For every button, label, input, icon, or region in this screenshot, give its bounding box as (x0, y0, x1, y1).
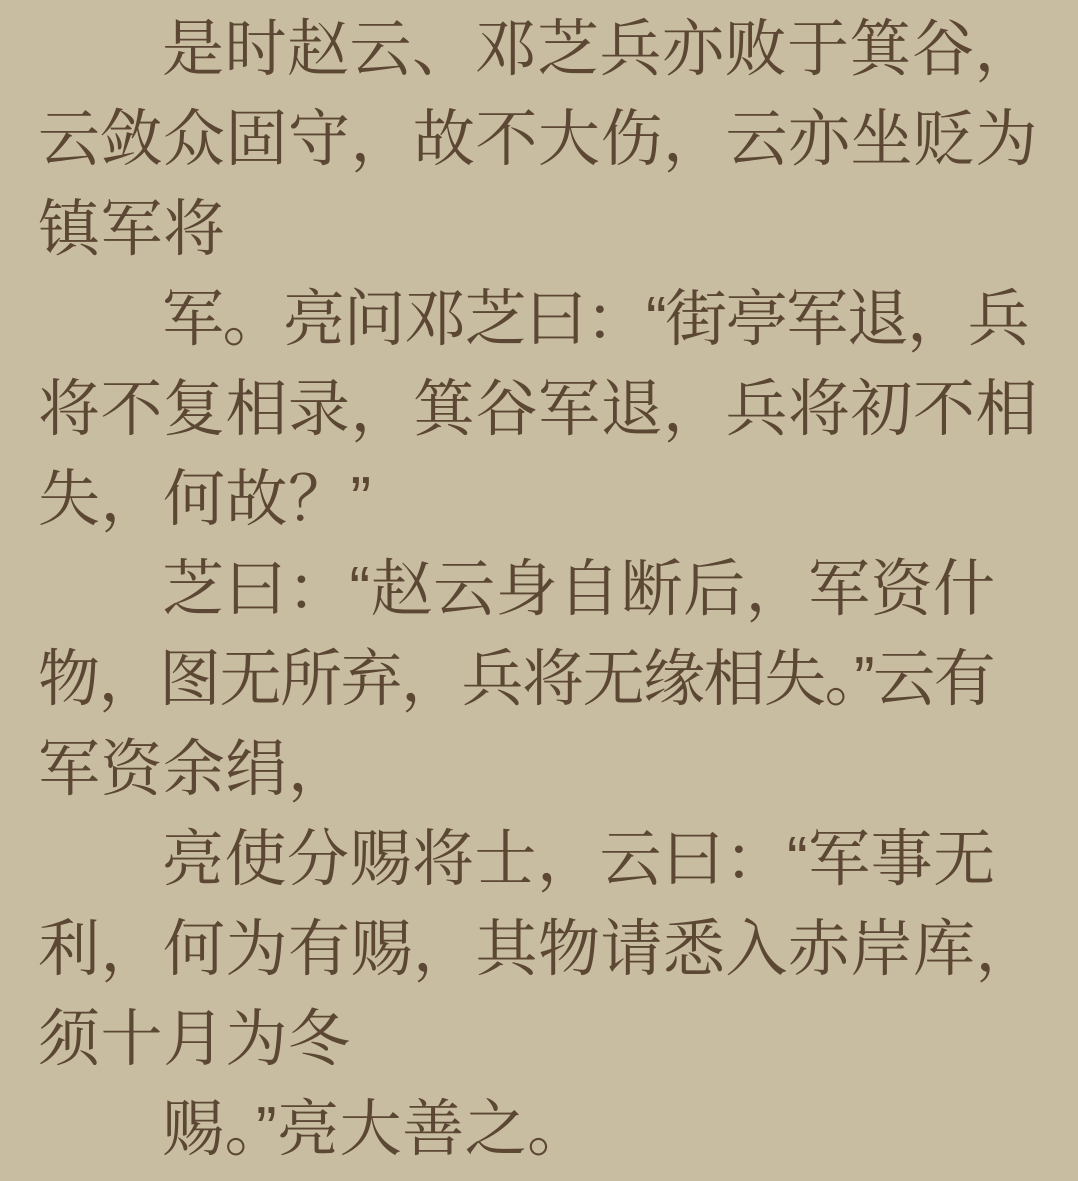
text-line: 将不复相录，箕谷军退，兵将初不相 (38, 375, 1039, 444)
text-line: 芝曰：“赵云身自断后，军资什 (162, 555, 996, 624)
text-line: 军。亮问邓芝曰：“街亭军退，兵 (162, 285, 1029, 354)
text-line: 物，图无所弃，兵将无缘相失。”云有 (38, 645, 995, 714)
text-line: 失，何故？” (38, 465, 372, 534)
text-line: 是时赵云、邓芝兵亦败于箕谷， (162, 15, 1038, 84)
text-line: 军资余绢， (38, 735, 351, 804)
text-line: 须十月为冬 (38, 1005, 351, 1074)
text-line: 云敛众固守，故不大伤，云亦坐贬为 (38, 105, 1039, 174)
text-line: 亮使分赐将士，云曰：“军事无 (162, 825, 996, 894)
text-line: 镇军将 (38, 195, 226, 264)
text-line: 利，何为有赐，其物请悉入赤岸库， (38, 915, 1039, 984)
text-line: 赐。”亮大善之。 (162, 1095, 590, 1164)
